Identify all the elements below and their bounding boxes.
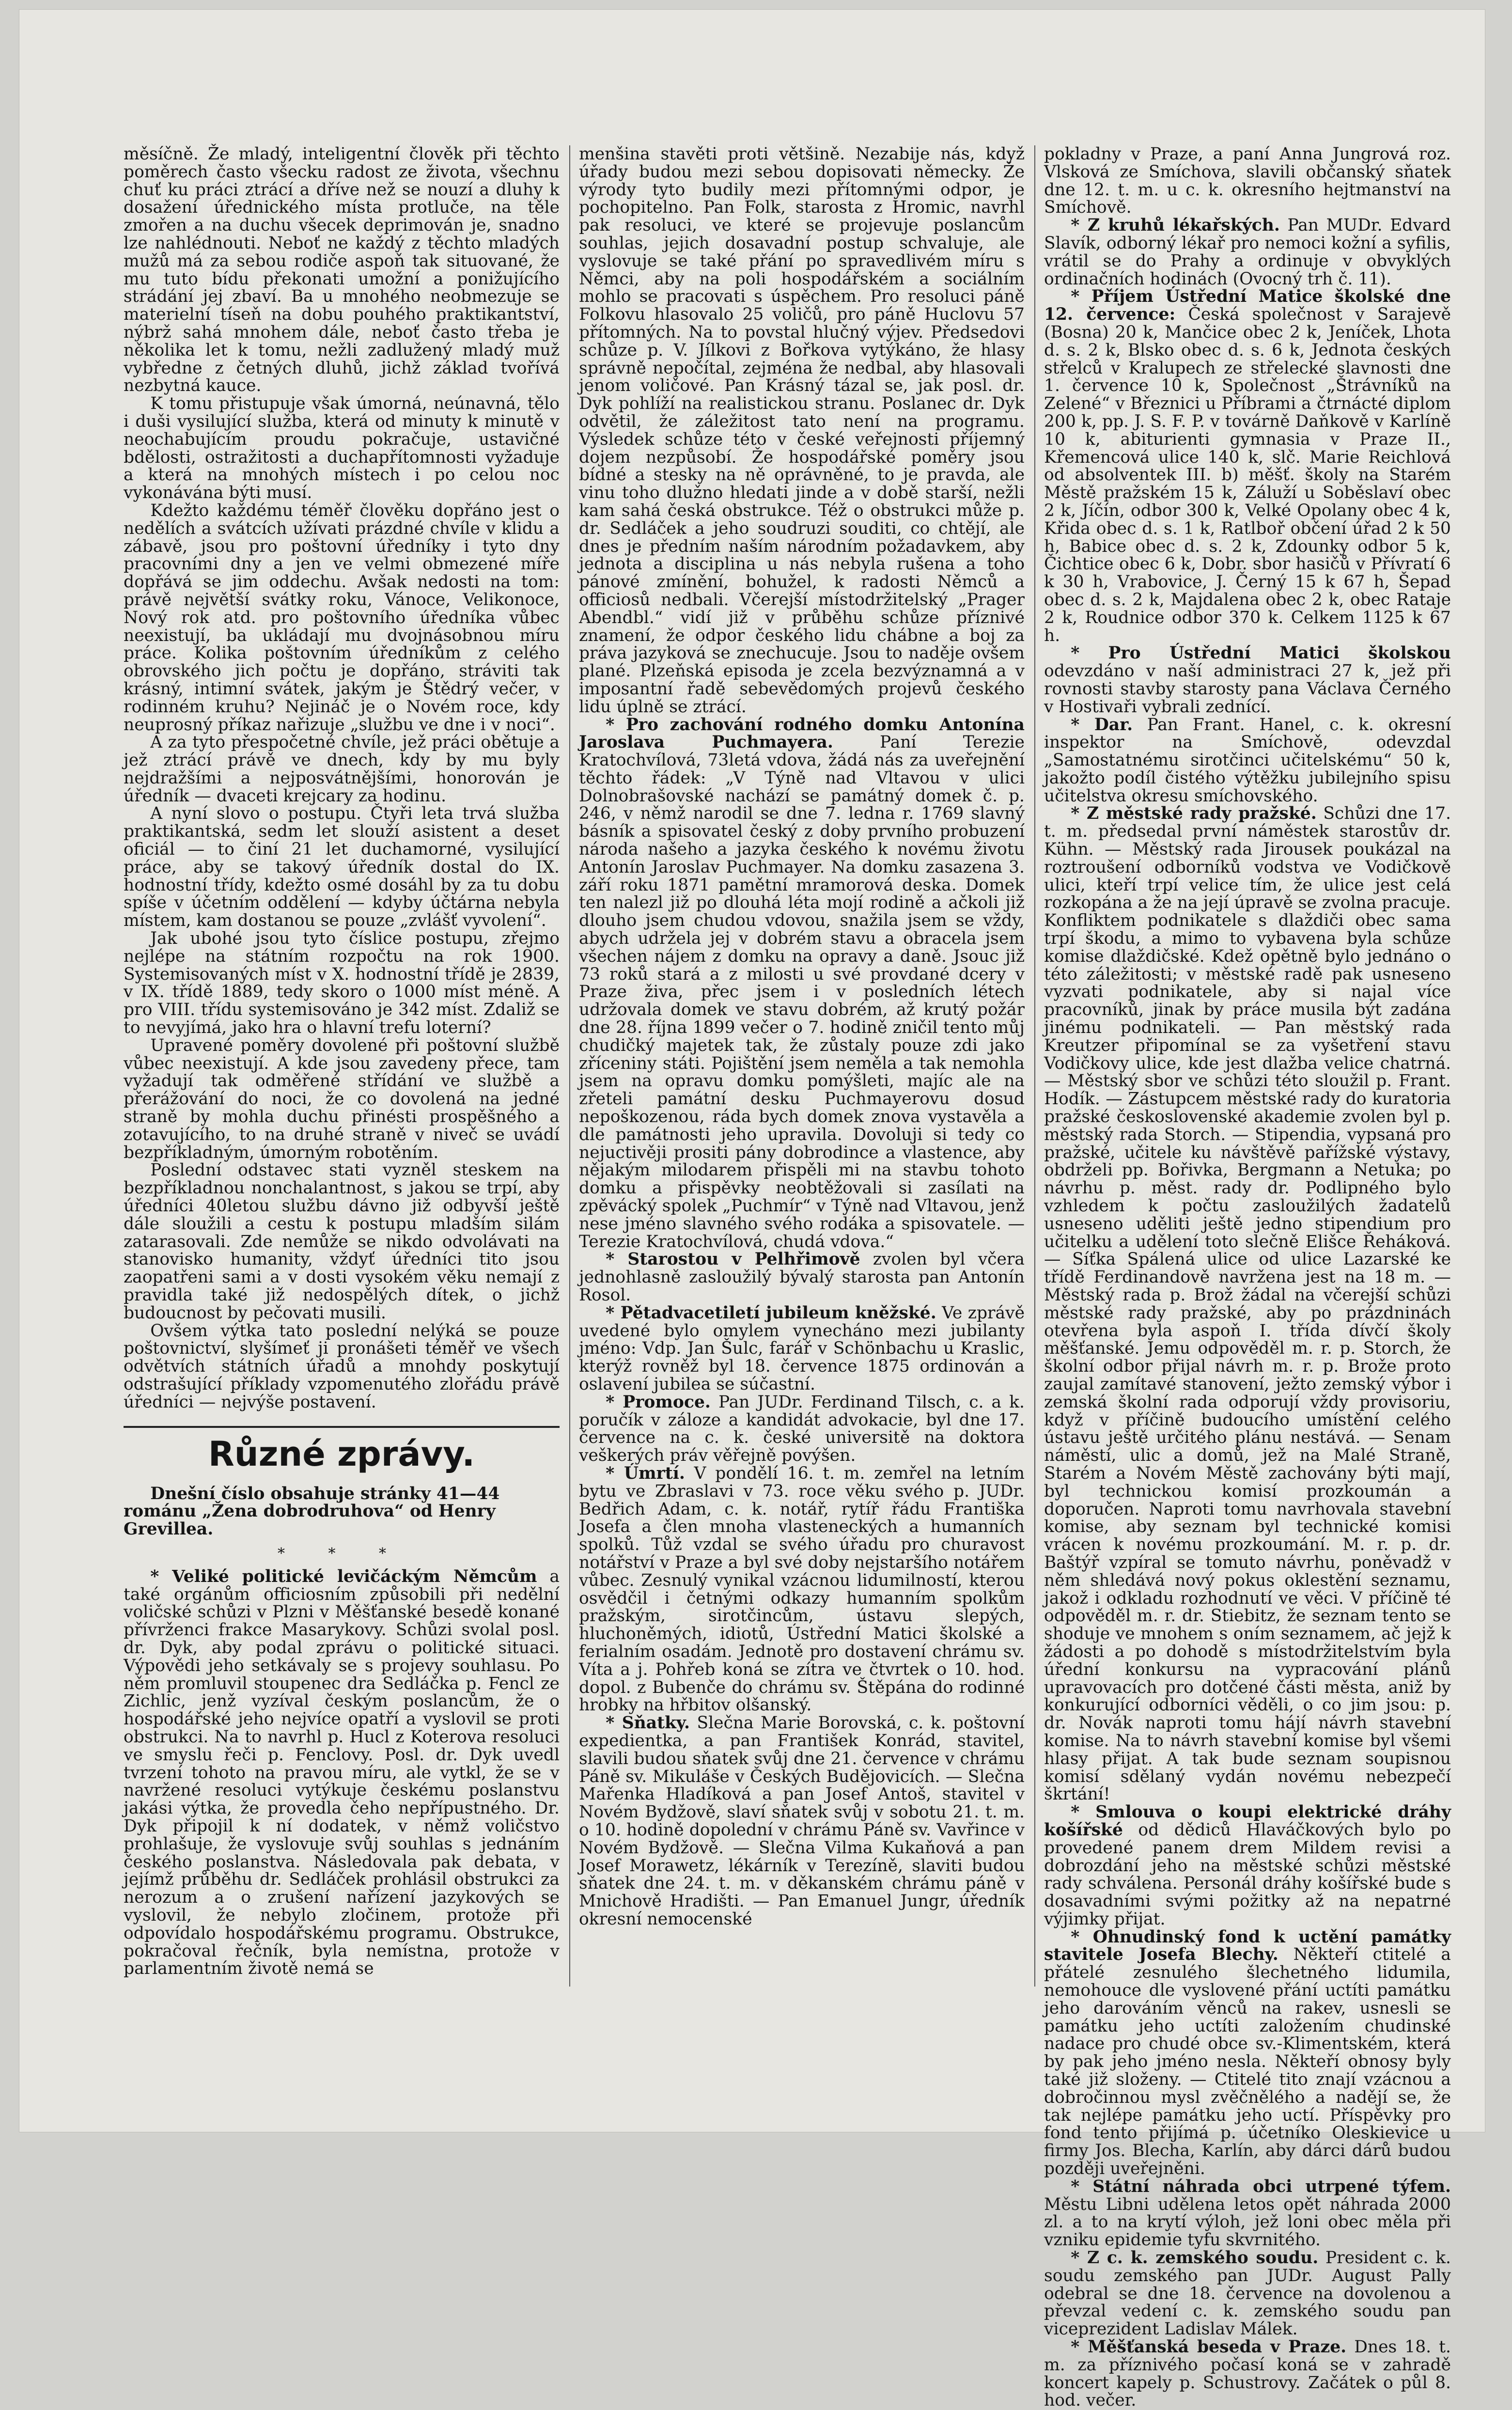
issue-notice: Dnešní číslo obsahuje stránky 41—44 románu „Žena dobrodruhova“ od Henry Grevillea. bbox=[124, 1484, 500, 1539]
article-paragraph: pokladny v Praze, a paní Anna Jungrová roz. Vlsková ze Smíchova, slavili občanský sňatek dne 12. t. m. u c. k. okresního hejtmanství na Smíchově. bbox=[1044, 144, 1451, 218]
news-item-body: Slečna Marie Borovská, c. k. poštovní expedientka, a pan František Konrád, stavitel, slavili budou sňatek svůj dne 21. července v chrámu Páně sv. Mikuláše v Českých Budějovicích. — Slečna Mařenka Hladíková a pan Josef Antoš, stavitel v Novém Bydžově, slaví sňatek svůj v sobotu 21. t. m. o 10. hodině dopolední v chrámu Páně sv. Vavřince v Novém Bydžově. — Slečna Vilma Kukaňová a pan Josef Morawetz, lékárník v Terezíně, slaviti budou sňatek dne 24. t. m. v děkanském chrámu páně v Mnichově Hradišti. — Pan Emanuel Jungr, úředník okresní nemocenské bbox=[579, 1713, 1025, 1929]
news-item bbox=[1044, 1928, 1451, 2178]
news-item-lead: * Dar. bbox=[1071, 715, 1133, 735]
news-item-body: Pan JUDr. Ferdinand Tilsch, c. a k. poručík v záloze a kandidát advokacie, byl dne 17. července na c. k. české universitě na doktora veškerých práv věřejně povýšen. bbox=[579, 1392, 1025, 1466]
news-item-body: Česká společnost v Sarajevě (Bosna) 20 k, Mančice obec 2 k, Jeníček, Lhota d. s. 2 k, Blsko obec d. s. 6 k, Jednota českých střelců v Kralupech ze střelecké slavnosti dne 1. července 10 k, Společnost „Štrávníků na Zelené“ v Březnici u Příbrami a čtrnácté diplom 200 k, pp. J. S. F. P. v továrně Daňkově v Karlíně 10 k, abiturienti gymnasia v Praze II., Křemencová ulice 140 k, slč. Marie Reichlová od absolventek III. b) měšť. školy na Starém Městě pražském 15 k, Záluží u Soběslaví obec 2 k, Jíčín, odbor 300 k, Velké Opolany obec 4 k, Křida obec d. s. 1 k, Ratlboř občení úřad 2 k 50 h, Babice obec d. s. 2 k, Zdounky odbor 5 k, Čichtice obec 6 k, Dobr. sbor hasičů v Přívratí 6 k 30 h, Vrabovice, J. Černý 15 k 67 h, Šepad obec d. s. 2 k, Majdalena obec 2 k, obec Rataje 2 k, Roudnice odbor 370 k. Celkem 1125 k 67 h. bbox=[1044, 305, 1451, 645]
news-item bbox=[579, 1465, 1025, 1714]
news-item-body: Pan Frant. Hanel, c. k. okresní inspektor na Smíchově, odevzdal „Samostatnému sirotčinci učitelskému“ 50 k, jakožto podíl čistého výtěžku jubilejního spisu učitelstva okresu smíchovského. bbox=[1044, 715, 1451, 806]
news-item-lead: * Starostou v Pelhřimově bbox=[606, 1250, 860, 1269]
news-item-body: od dědiců Hlaváčkových bylo po provedené panem drem Mildem revisi a dobrozdání jeho na městské schůzi městské rady schválena. Personál dráhy košířské bude s dosavadními svými požitky až na nepatrné výjimky přijat. bbox=[1044, 1820, 1451, 1929]
article-paragraph: A nyní slovo o postupu. Čtyři leta trvá služba praktikantská, sedm let slouží asistent a deset oficiál — to činí 21 let duchamorné, vysilující práce, aby se takový úředník dostal do IX. hodnostní třídy, kdežto osmé dosáhl by za tu dobu spíše v účetním oddělení — kdyby účtárna nebyla místem, kam dostanou se pouze „zvlášť vyvolení“. bbox=[124, 804, 560, 931]
column-3 bbox=[1044, 144, 1451, 2410]
news-item bbox=[1044, 2249, 1451, 2338]
news-item-body: Pan MUDr. Edvard Slavík, odborný lékař pro nemoci kožní a syfilis, vrátil se do Prahy a ordinuje v obvyklých ordinačních hodinách (Ovocný trh č. 11). bbox=[1044, 216, 1451, 289]
news-item-lead: * Pro zachování rodného domku Antonína Jaroslava Puchmayera. bbox=[579, 715, 1025, 752]
news-item-lead: * Promoce. bbox=[606, 1392, 711, 1412]
news-item-lead: * Z městské rady pražské. bbox=[1071, 804, 1317, 824]
news-item-body: Paní Terezie Kratochvílová, 73letá vdova, žádá nás za uveřejnění těchto řádek: „V Týně nad Vltavou v ulici Dolnobrašovské nachází se památný domek č. p. 246, v němž narodil se dne 7. ledna r. 1769 slavný básník a spisovatel český z doby prvního probuzení národa našeho a jazyka českého k novému životu Antonín Jaroslav Puchmayer. Na domku zasazena 3. září roku 1871 pamětní mramorová deska. Domek ten nalezl již po dlouhá léta mojí rodině a ačkoli již dlouho jsem chudou vdovou, snažila jsem se vždy, abych udržela jej v dobrém stavu a obracela jsem všechen nájem z domku na opravy a daně. Jsouc již 73 roků stará a z milosti u své provdané dcery v Praze živa, přec jsem i v posledních létech udržovala domek ve stavu dobrém, až krutý požár dne 28. října 1899 večer o 7. hodině zničil tento můj chudičký majetek tak, že zůstaly pouze zdi jako zříceniny státi. Pojištění jsem neměla a tak nemohla jsem na opravu domku pomýšleti, majíc ale na zřeteli památní desku Puchmayerovu dosud nepoškozenou, ráda bych domek znova vystavěla a dle památnosti jeho upravila. Dovoluji si tedy co nejuctivěji prositi pány dobrodince a vlastence, aby nějakým milodarem přispěli mi na stavbu tohoto domku a přispěvky neobtěžovali si zasílati na zpěvácký spolek „Puchmír“ v Týně nad Vltavou, jenž nese jméno slavného svého rodáka a spisovatele. — Terezie Kratochvílová, chudá vdova.“ bbox=[579, 733, 1025, 1252]
news-item bbox=[1044, 1803, 1451, 1928]
news-item bbox=[1044, 288, 1451, 644]
news-item-body: V pondělí 16. t. m. zemřel na letním bytu ve Zbraslavi v 73. roce věku svého p. JUDr. Bedřich Adam, c. k. notář, rytíř řádu Františka Josefa a člen mnoha vlasteneckých a humanních spolků. Tůž vzdal se svého úřadu pro churavost notářství v Praze a byl své doby nejstaršího notářem vůbec. Zesnulý vynikal vzácnou lidumilností, kterou osvědčil i četnými odkazy humanním spolkům pražským, sirotčincům, ústavu slepých, hluchoněmých, idiotů, Ústřední Matici školské a ferialním osadám. Jednotě pro dostavení chrámu sv. Víta a j. Pohřeb koná se zítra ve čtvrtek o 10. hod. dopol. z Bubenče do chrámu sv. Štěpána do rodinné hrobky na hřbitov olšanský. bbox=[579, 1463, 1025, 1715]
article-paragraph: Ovšem výtka tato poslední nelýká se pouze poštovnictví, slyšímeť ji pronášeti téměř ve všech odvětvích státních úřadů a mnohdy poskytují odstrašující příklady vzpomenutého zlořádu právě úředníci — nejvýše postavení. bbox=[124, 1321, 560, 1412]
news-item-lead: * Státní náhrada obci utrpené týfem. bbox=[1071, 2176, 1451, 2196]
column-divider bbox=[1034, 145, 1035, 1987]
section-heading: Různé zprávy. bbox=[124, 1426, 560, 1474]
article-paragraph: Poslední odstavec stati vyzněl steskem na bezpříkladnou nonchalantnost, s jakou se trpí, aby úředníci 40letou službu dávno již odbyvší ještě dále sloužili a cestu k postupu mladším silám zatarasovali. Zde nemůže se nikdo odvolávati na stanovisko humanity, vždyť úředníci tito jsou zaopatřeni sami a v dosti vysokém věku nemají z pravidla také již nedospělých dítek, o jichž budoucnost by pečovati musili. bbox=[124, 1160, 560, 1323]
news-item-lead: * Měšťanská beseda v Praze. bbox=[1071, 2337, 1347, 2357]
news-item bbox=[1044, 2178, 1451, 2249]
separator-asterisks: * * * bbox=[277, 1545, 406, 1562]
article-paragraph: Kdežto každému téměř člověku dopřáno jest o nedělích a svátcích užívati prázdné chvíle v klidu a zábavě, jsou pro poštovní úředníky i tyto dny pracovními dny a jen ve velmi obmezené míře dopřává se jim oddechu. Avšak nedosti na tom: právě největší svátky roku, Vánoce, Velikonoce, Nový rok atd. pro poštovního úředníka vůbec neexistují, ba ukládají mu dvojnásobnou míru práce. Kolika poštovním úředníkům z celého obrovského jich počtu je dopřáno, stráviti tak krásný, intimní svátek, jakým je Štědrý večer, v rodinném kruhu? Nejináč je o Novém roce, kdy neuprosný příkaz nařizuje „službu ve dne i v noci“. bbox=[124, 501, 560, 735]
newspaper-page bbox=[19, 10, 1485, 2410]
news-item bbox=[579, 716, 1025, 1251]
news-item-body: Městu Libni udělena letos opět náhrada 2000 zl. a to na krytí výloh, jež loni obec měla při vzniku epidemie tyfu skvrnitého. bbox=[1044, 2194, 1451, 2250]
news-item-lead: * Pětadvacetiletí jubileum kněžské. bbox=[606, 1303, 936, 1323]
news-item bbox=[124, 1568, 560, 1978]
news-item bbox=[579, 1304, 1025, 1393]
article-paragraph: A za tyto přespočetné chvíle, jež práci obětuje a jež ztrácí právě ve dnech, kdy by mu byly nejdražšími a nejposvátnějšími, honorován je úředník — dvaceti krejcary za hodinu. bbox=[124, 733, 560, 806]
news-item-lead: * Příjem Ústřední Matice školské dne 12. července: bbox=[1044, 287, 1451, 325]
article-paragraph: měsíčně. Že mladý, inteligentní člověk při těchto poměrech často všecku radost ze života, všechnu chuť ku práci ztrácí a dříve než se nouzí a dluhy k dosažení úřednického místa protluče, na těle zmořen a na duchu všecek deprimován je, snadno lze nahlédnouti. Neboť ne každý z těchto mladých mužů má za sebou rodiče aspoň tak situované, že mu tuto bídu překonati umožní a ponižujícího strádání jej zbaví. Ba u mnohého neobmezuje se materielní tíseň na dobu pouhého praktikantství, nýbrž sahá mnohem dále, neboť často třeba je několika let k tomu, nežli zadlužený mladý muž vybředne z četných dluhů, jichž základ tvořívá nezbytná kauce. bbox=[124, 144, 560, 396]
news-item-lead: * Z kruhů lékařských. bbox=[1071, 216, 1280, 235]
news-item bbox=[579, 1714, 1025, 1928]
news-item bbox=[1044, 716, 1451, 805]
news-item-lead: * Veliké politické levičáckým Němcům bbox=[150, 1566, 537, 1586]
news-item bbox=[1044, 805, 1451, 1803]
column-2 bbox=[579, 145, 1025, 2040]
news-item-lead: * Ohnudinský fond k uctění památky stavitele Josefa Blechy. bbox=[1044, 1927, 1451, 1965]
news-item-body: zvolen byl včera jednohlasně zasloužilý bývalý starosta pan Antonín Rosol. bbox=[579, 1250, 1025, 1305]
news-item bbox=[1044, 644, 1451, 716]
news-item-body: odevzdáno v naší administraci 27 k, jež při rovnosti stavby starosty pana Václava Černého v Hostivaři vybrali zednící. bbox=[1044, 661, 1451, 717]
news-item bbox=[1044, 217, 1451, 288]
news-item-lead: * Úmrtí. bbox=[606, 1463, 685, 1483]
news-item-body: Dnes 18. t. m. za příznivého počasí koná se v zahradě koncert kapely p. Schustrovy. Začátek o půl 8. hod. večer. bbox=[1044, 2337, 1451, 2410]
article-paragraph: K tomu přistupuje však úmorná, neúnavná, tělo i duši vysilující služba, která od minuty k minutě v neochabujícím proudu pokračuje, ustavičné bdělosti, ostražitosti a duchapřítomnosti vyžaduje a která na mnohých místech i po celou noc vykonávána býti musí. bbox=[124, 394, 560, 503]
article-paragraph: Jak ubohé jsou tyto číslice postupu, zřejmo nejlépe na státním rozpočtu na rok 1900. Systemisovaných míst v X. hodnostní třídě je 2839, v IX. třídě 1889, tedy skoro o 1000 míst méně. A pro VIII. třídu systemisováno je 342 míst. Zdaliž se to nevyjímá, jako hra o hlavní trefu loterní? bbox=[124, 929, 560, 1038]
article-paragraph: Upravené poměry dovolené při poštovní službě vůbec neexistují. A kde jsou zavedeny přece, tam vyžadují tak odměřené střídání ve službě a přerážování do noci, že co dovolená na jedné straně by mohla duchu přinésti prospěšného a zotavujícího, to na druhé straně v niveč se uvádí bezpříkladným, úmorným robotěním. bbox=[124, 1035, 560, 1162]
news-item-body: a také orgánům officiosním způsobili při nedělní voličské schůzi v Plzni v Měšťanské besedě konané přívrženci frakce Masarykovy. Schůzi svolal posl. dr. Dyk, aby podal zprávu o politické situaci. Výpovědi jeho setkávaly se s projevy souhlasu. Po něm promluvil stoupenec dra Sedláčka p. Fencl ze Zichlic, jenž vyzíval českým poslancům, že o hospodářské jeho nejvíce opatří a vyslovil se proti obstrukci. Na to navrhl p. Hucl z Koterova resoluci ve smyslu řeči p. Fenclovy. Posl. dr. Dyk uvedl tvrzení tohoto na pravou míru, ale vytkl, že se v navržené resoluci vytýkuje českému poslanstvu jakási výtka, že provedla čeho nepřípustného. Dr. Dyk připojil k ní dodatek, v němž voličstvo prohlašuje, že vyslovuje svůj souhlas s jednáním českého poslanstva. Následovala pak debata, v jejímž průběhu dr. Sedláček prohlásil obstrukci za nerozum a o zrušení nařízení jazykových se vyslovil, že nebylo zločinem, protože při odpovídalo hospodářskému programu. Obstrukce, pokračoval řečník, byla nemístna, protože v parlamentním životě nemá se bbox=[124, 1566, 560, 1979]
news-item bbox=[579, 1393, 1025, 1465]
news-item-lead: * Z c. k. zemského soudu. bbox=[1071, 2248, 1319, 2268]
news-item-body: Někteří ctitelé a přátelé zesnulého šlechetného lidumila, nemohouce dle vyslovené přání uctíti památku jeho darováním věnců na rakev, usnesli se památku jeho uctíti založením chudinské nadace pro chudé obce sv.-Klimentském, která by pak jeho jméno nesla. Někteří obnosy byly také již složeny. — Ctitelé tito znají vzácnou a dobročinnou mysl zvěčnělého a nadějí se, že tak nejlépe památku jeho uctí. Příspěvky pro fond tento přijímá p. účetníko Oleskievice u firmy Jos. Blecha, Karlín, aby dárci dárů budou později uveřejněni. bbox=[1044, 1945, 1451, 2179]
column-1 bbox=[124, 145, 560, 2040]
news-item-lead: * Smlouva o koupi elektrické dráhy košířské bbox=[1044, 1802, 1451, 1840]
news-item bbox=[579, 1251, 1025, 1304]
news-item-lead: * Pro Ústřední Matici školskou bbox=[1071, 643, 1451, 663]
news-item-body: Ve zprávě uvedené bylo omylem vynecháno mezi jubilanty jméno: Vdp. Jan Šulc, farář v Schönbachu u Kraslic, kterýž rovněž byl 18. července 1875 ordinován a oslavení jubilea se súčastní. bbox=[579, 1303, 1025, 1394]
column-divider bbox=[569, 145, 570, 1987]
news-item bbox=[1044, 2338, 1451, 2410]
news-item-body: Schůzi dne 17. t. m. předsedal první náměstek starostův dr. Kühn. — Městský rada Jirousek poukázal na roztroušení odborníků vodstva ve Vodičkově ulici, kteří trpí velice tím, že ulice jest celá rozkopána a že na její úpravě se zvolna pracuje. Konfliktem podnikatele s dlaždiči obec sama trpí škodu, a mimo to vybavena byla schůze komise dlaždičské. Kdež opětně bylo jednáno o této záležitosti; v městské radě pak usneseno vyzvati podnikatele, aby si najal více pracovníků, jinak by práce musila být zadána jinému podnikateli. — Pan městský rada Kreutzer připomínal se za vyšetření stavu Vodičkovy ulice, kde jest dlažba velice chatrná. — Městský sbor ve schůzi této sloužil p. Frant. Hodík. — Zástupcem městské rady do kuratoria pražské československé akademie zvolen byl p. městský rada Storch. — Stipendia, vypsaná pro pražské, učitele ku návštěvě pařížské výstavy, obdrželi pp. Bořivka, Bergmann a Netuka; po návrhu p. měst. rady dr. Podlipného bylo vzhledem k počtu zasloužilých žadatelů usneseno uděliti ještě jedno stipendium pro učitelku a udělení toto slečně Elišce Řeháková. — Síťka Spálená ulice od ulice Lazarské ke třídě Ferdinandově navržena jest na 18 m. — Městský rada p. Brož žádal na včerejší schůzi městské rady pražské, aby po prázdninách otevřena byla aspoň I. třída dívčí školy měšťanské. Jemu odpověděl m. r. p. Storch, že školní odbor přijal návrh m. r. p. Brože proto zaujal zamítavé stanovení, ježto zemský výbor i zemská školní rada odporují vždy provisoriu, když v příčině budoucího umístění celého ústavu ještě určitého plánu nestává. — Senam náměstí, ulic a domů, jež na Malé Straně, Starém a Novém Městě zachovány býti mají, byl technickou komisí prozkoumán a doporučen. Naproti tomu navrhovala stavební komise, aby seznam byl technické komisi vrácen k novému prozkoumání. M. r. p. dr. Baštýř vzpíral se tomuto návrhu, poněvadž v něm shledává nový pokus oklestění seznamu, jakož i odkladu rozhodnutí ve věci. V příčině té odpověděl m. r. dr. Stiebitz, že seznam tento se shoduje ve mnohem s oním seznamem, ač jejž k žádosti a po dohodě s místodržitelstvím byla úřední konkursu na vypracování plánů upravovacích pro dotčené části města, aniž by konkurující odborníci věděli, o co jim jsou: p. dr. Novák naproti tomu hájí návrh stavební komise. Na to návrh stavební komise byl všemi hlasy přijat. A tak bude seznam soupisnou komisí sdělaný vydán novému nebezpečí škrtání! bbox=[1044, 804, 1451, 1804]
news-item-lead: * Sňatky. bbox=[606, 1713, 690, 1733]
news-item-body: President c. k. soudu zemského pan JUDr. August Pally odebral se dne 18. července na dovolenou a převzal vedení c. k. zemského soudu pan viceprezident Ladislav Málek. bbox=[1044, 2248, 1451, 2339]
article-paragraph: menšina stavěti proti většině. Nezabije nás, když úřady budou mezi sebou dopisovati německy. Že výrody tyto budily mezi přítomnými odpor, je pochopitelno. Pan Folk, starosta z Hromic, navrhl pak resoluci, ve které se projevuje poslancům souhlas, jejich dosavadní postup schvaluje, ale vyslovuje se také přání po spravedlivém míru s Němci, aby na poli hospodářském a sociálním mohlo se pracovati s úspěchem. Pro resoluci páně Folkovu hlasovalo 25 voličů, pro páně Huclovu 57 přítomných. Na to povstal hlučný výjev. Předsedovi schůze p. V. Jílkovi z Bořkova vytýkáno, že hlasy správně nepočítal, zejména že nedbal, aby hlasovali jenom voličové. Pan Krásný tázal se, jak posl. dr. Dyk pohlíží na realistickou stranu. Poslanec dr. Dyk odvětil, že záležitost tato není na programu. Výsledek schůze této v české veřejnosti příjemný dojem nezpůsobí. Že hospodářské poměry jsou bídné a stesky na ně oprávněné, to je pravda, ale vinu toho dlužno hledati jinde a v době starší, nežli kam sahá česká obstrukce. Též o obstrukci může p. dr. Sedláček a jeho soudruzi souditi, co chtějí, ale dnes je předním naším národním požadavkem, aby jednota a disciplina u nás nebyla rušena a toho pánové zmínění, bohužel, k radosti Němců a officiosů nedbali. Včerejší místodržitelský „Prager Abendbl.“ vidí již v průběhu schůze příznivé znamení, že odpor českého lidu chábne a boj za práva jazyková se znechucuje. Jsou to naděje ovšem plané. Plzeňská episoda je zcela bezvýznamná a v imposantní řadě sebevědomých projevů českého lidu úplně se ztrácí. bbox=[579, 144, 1025, 717]
